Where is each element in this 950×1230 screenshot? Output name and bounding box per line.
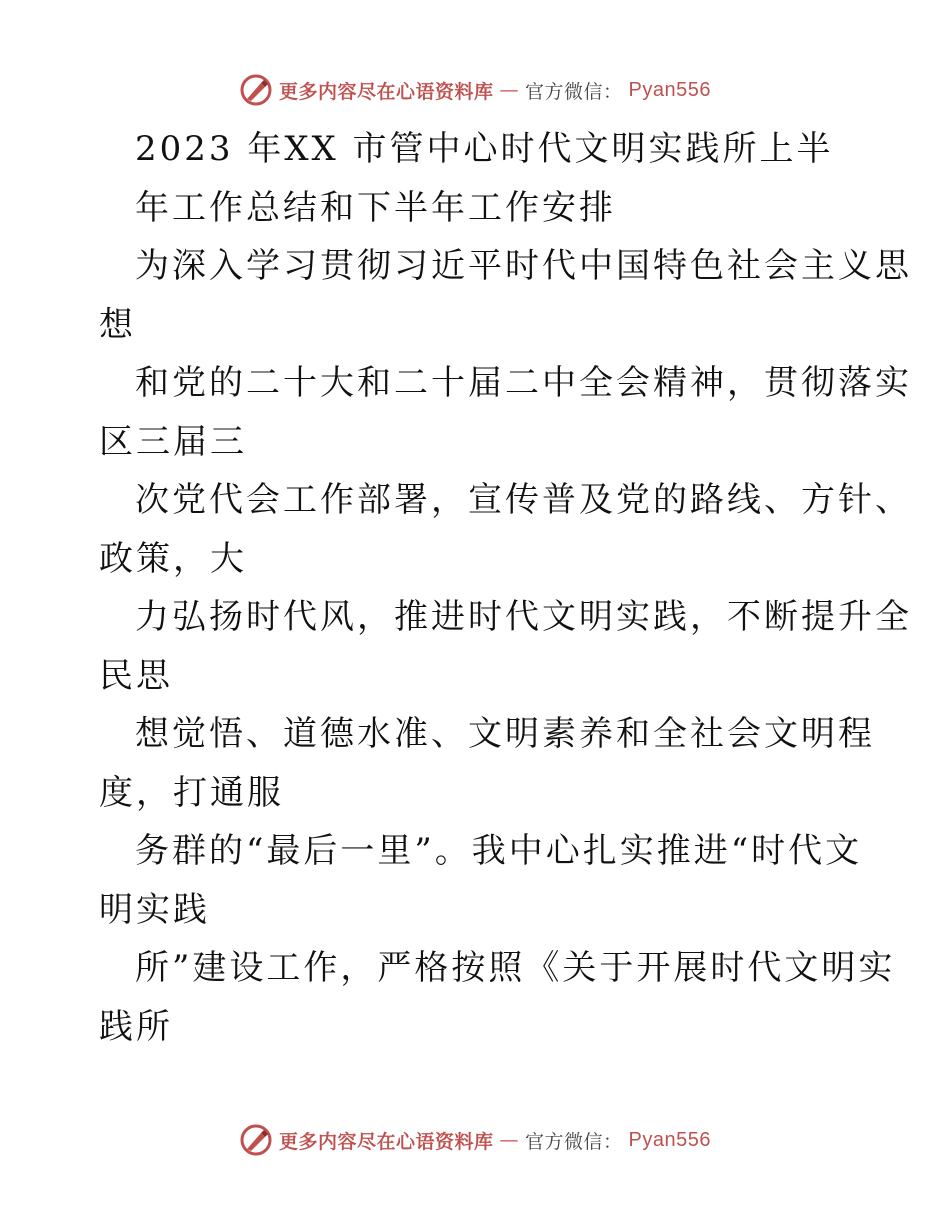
pen-logo-icon: [239, 73, 273, 107]
watermark-dash: —: [499, 79, 520, 101]
document-text-line: 践所: [99, 1006, 173, 1047]
document-text-line: 务群的“最后一里”。我中心扎实推进“时代文: [135, 831, 863, 871]
document-text-line: 想: [99, 304, 136, 345]
document-text-line: 区三届三: [99, 421, 247, 462]
document-text-line: 想觉悟、道德水准、文明素养和全社会文明程: [135, 714, 875, 754]
watermark-label: 官方微信：: [525, 1130, 623, 1153]
document-text-line: 所”建设工作，严格按照《关于开展时代文明实: [135, 948, 896, 988]
document-text-line: 政策，大: [99, 538, 247, 579]
document-text-line: 次党代会工作部署，宣传普及党的路线、方针、: [135, 480, 912, 520]
document-title-line-2: 年工作总结和下半年工作安排: [135, 187, 616, 228]
document-body: [99, 120, 912, 1056]
watermark-dash: —: [499, 1129, 520, 1151]
document-text-line: 力弘扬时代风，推进时代文明实践，不断提升全: [135, 597, 912, 637]
watermark-id: Pyan556: [628, 78, 711, 101]
watermark-brand: 更多内容尽在心语资料库: [279, 80, 494, 103]
document-text-line: 为深入学习贯彻习近平时代中国特色社会主义思: [135, 246, 912, 286]
watermark-brand: 更多内容尽在心语资料库: [279, 1130, 494, 1153]
document-text-line: 明实践: [99, 889, 210, 930]
document-text-line: 度，打通服: [99, 772, 284, 813]
header-watermark: [0, 70, 950, 110]
pen-logo-icon: [239, 1123, 273, 1157]
document-text-line: 和党的二十大和二十届二中全会精神，贯彻落实: [135, 363, 912, 403]
footer-watermark: [0, 1120, 950, 1160]
watermark-id: Pyan556: [628, 1128, 711, 1151]
watermark-label: 官方微信：: [525, 80, 623, 103]
document-text-line: 民思: [99, 655, 173, 696]
document-title-line-1: 2023 年XX 市管中心时代文明实践所上半: [135, 129, 834, 169]
document-paragraph: [99, 237, 912, 1056]
